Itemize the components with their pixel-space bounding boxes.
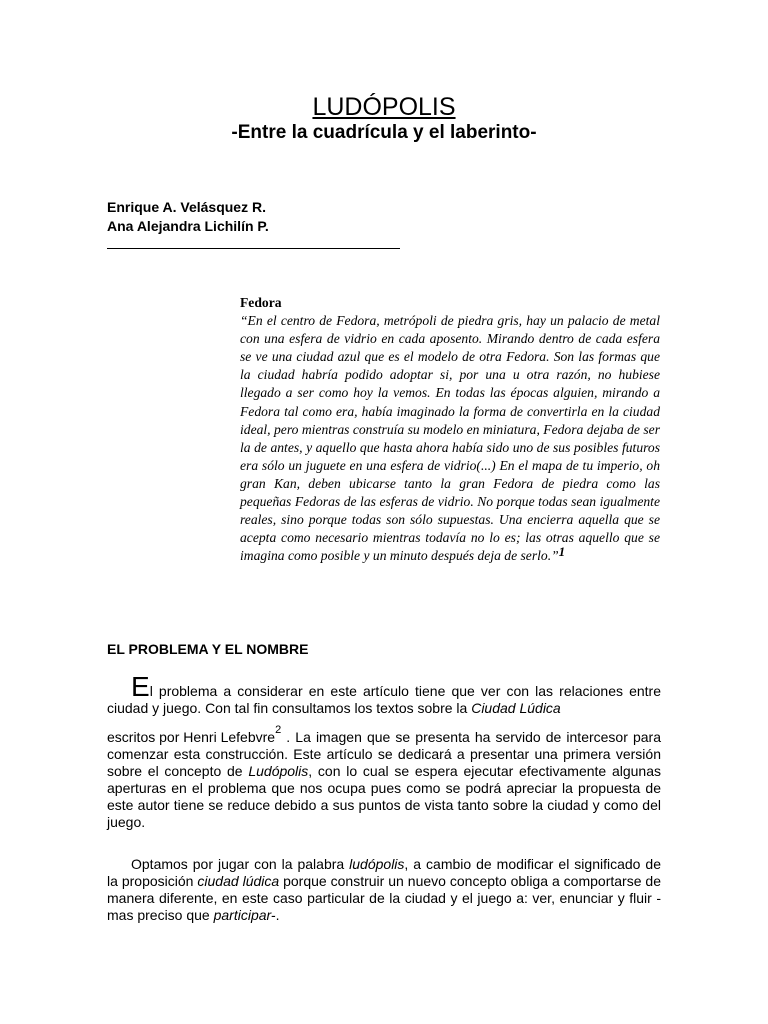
paragraph-text: Optamos por jugar con la palabra: [131, 856, 350, 872]
paragraph-text: porque construir un nuevo concepto obliga a comportarse de manera diferente, en este caso particular de la ciudad y el juego a: ver, enunciar y fluir -mas preciso que: [107, 873, 661, 923]
paragraph-text: , a cambio de modificar el significado de la proposición: [107, 856, 661, 889]
author-divider-rule: [107, 248, 400, 249]
paragraph-text: . La imagen que se presenta ha servido de intercesor para comenzar esta construcción. Este artículo se dedicará a presentar una primera versión sobre el concepto de: [107, 729, 661, 779]
body-paragraph-2: [107, 856, 661, 924]
epigraph-text: “En el centro de Fedora, metrópoli de piedra gris, hay un palacio de metal con una esfera de vidrio en cada aposento. Mirando dentro de cada esfera se ve una ciudad azul que es el modelo de otra Fedora. Son las formas que la ciudad habría podido adoptar si, por una u otra razón, no hubiese llegado a ser como hoy la vemos. En todas las épocas alguien, mirando a Fedora tal como era, había imaginado la forma de convertirla en la ciudad ideal, pero mientras construía su modelo en miniatura, Fedora dejaba de ser la de antes, y aquello que hasta ahora había sido uno de sus posibles futuros era sólo un juguete en una esfera de vidrio(...) En el mapa de tu imperio, oh gran Kan, deben ubicarse tanto la gran Fedora de piedra como las pequeñas Fedoras de las esferas de vidrio. No porque todas sean igualmente reales, sino porque todas son sólo supuestas. Una encierra aquella que se acepta como necesario mientras todavía no lo es; las otras aquello que se imagina como posible y un minuto después deja de serlo.”: [240, 313, 660, 564]
author-name: Enrique A. Velásquez R.: [107, 199, 266, 215]
drop-cap: E: [131, 671, 150, 702]
epigraph-heading: Fedora: [240, 295, 282, 310]
paragraph-text: escritos por Henri Lefebvre: [107, 729, 276, 745]
document-title: LUDÓPOLIS: [312, 93, 456, 121]
epigraph-quote: [240, 312, 660, 565]
paragraph-text: , con lo cual se espera ejecutar efectivamente algunas aperturas en el problema que nos ocupa pues como se podrá apreciar la propuesta de este autor tiene se reduce debido a sus puntos de vista tanto sobre la ciudad y como del juego.: [107, 763, 661, 830]
paragraph-text: .: [275, 907, 280, 923]
author-name: Ana Alejandra Lichilín P.: [107, 218, 269, 234]
footnote-ref-2[interactable]: 2: [275, 724, 282, 736]
paragraph-text: l problema a considerar en este artículo tiene que ver con las relaciones entre ciudad y juego. Con tal fin consultamos los textos sobre la: [107, 683, 661, 716]
body-paragraph-1: [107, 671, 661, 831]
footnote-ref-1[interactable]: 1: [558, 544, 566, 560]
emphasis-text: ludópolis: [349, 856, 405, 872]
epigraph-block: [240, 294, 660, 565]
document-subtitle: -Entre la cuadrícula y el laberinto-: [231, 122, 537, 143]
emphasis-text: ciudad lúdica: [197, 873, 280, 889]
section-heading: EL PROBLEMA Y EL NOMBRE: [107, 641, 309, 657]
emphasis-text: Ludópolis: [248, 763, 309, 779]
emphasis-text: participar-: [213, 907, 276, 923]
emphasis-text: Ciudad Lúdica: [471, 700, 561, 716]
